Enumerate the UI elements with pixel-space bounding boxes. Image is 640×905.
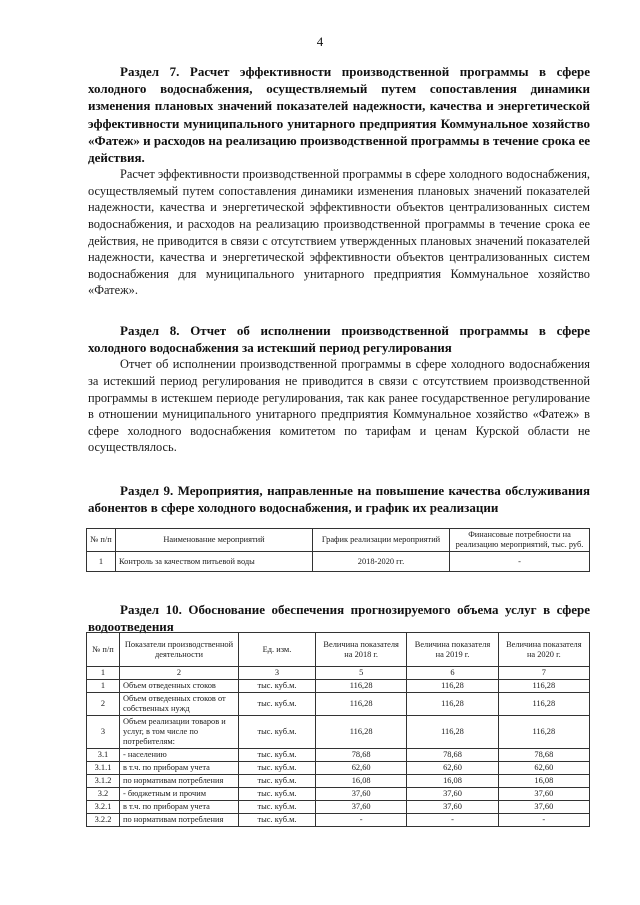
table-cell: 3.2.2 <box>87 814 120 827</box>
table-cell: 3.2.1 <box>87 801 120 814</box>
table-cell: 62,60 <box>407 762 498 775</box>
table-cell: по нормативам потребления <box>120 814 239 827</box>
table-cell: 3 <box>87 716 120 749</box>
table-cell: 116,28 <box>316 680 407 693</box>
table-cell: в т.ч. по приборам учета <box>120 801 239 814</box>
table-row <box>87 680 590 693</box>
table-cell: Объем реализации товаров и услуг, в том числе по потребителям: <box>120 716 239 749</box>
table-cell: 2 <box>87 693 120 716</box>
table-cell: 16,08 <box>498 775 589 788</box>
table-cell: тыс. куб.м. <box>239 814 316 827</box>
table-cell: - <box>450 552 590 572</box>
section-7-text: Расчет эффективности производственной программы в сфере холодного водоснабжения, осуществляемый путем сопоставления динамики изменения плановых значений показателей надежности, качества и энергетической эффективности объектов централизованных систем водоснабжения, и расходов на реализацию производственной программы в течение срока ее действия, не приводится в связи с отсутствием утвержденных плановых значений показателей надежности, качества и энергетической эффективности объектов централизованных систем водоснабжения для муниципального унитарного предприятия Коммунальное хозяйство «Фатеж». <box>88 167 590 298</box>
table-header-cell: Величина показателя на 2019 г. <box>407 633 498 667</box>
table-cell: 116,28 <box>316 693 407 716</box>
table-cell: 37,60 <box>498 788 589 801</box>
table-row <box>87 788 590 801</box>
table-cell: 62,60 <box>316 762 407 775</box>
table-cell: тыс. куб.м. <box>239 788 316 801</box>
table-cell: 116,28 <box>498 693 589 716</box>
table-header-cell: Ед. изм. <box>239 633 316 667</box>
table-row <box>87 749 590 762</box>
table-cell: 116,28 <box>407 693 498 716</box>
page-number: 4 <box>316 34 324 49</box>
table-cell: Объем отведенных стоков <box>120 680 239 693</box>
table-cell: 78,68 <box>498 749 589 762</box>
section-7 <box>88 63 590 299</box>
table-header-cell: № п/п <box>87 529 116 552</box>
table-cell: 116,28 <box>498 680 589 693</box>
table-cell: 78,68 <box>407 749 498 762</box>
table-cell: 116,28 <box>407 716 498 749</box>
section-10-table <box>86 632 590 827</box>
section-10 <box>88 601 590 635</box>
table-cell: - бюджетным и прочим <box>120 788 239 801</box>
section-9-heading: Раздел 9. Мероприятия, направленные на повышение качества обслуживания абонентов в сфере холодного водоснабжения, и график их реализации <box>88 483 590 516</box>
table-cell: 16,08 <box>407 775 498 788</box>
table-cell: в т.ч. по приборам учета <box>120 762 239 775</box>
table-row <box>87 814 590 827</box>
table-header-cell: Наименование мероприятий <box>116 529 313 552</box>
table-cell: - населению <box>120 749 239 762</box>
table-cell: 5 <box>316 667 407 680</box>
table-cell: - <box>316 814 407 827</box>
table-header-cell: Финансовые потребности на реализацию мероприятий, тыс. руб. <box>450 529 590 552</box>
table-numbering-row <box>87 667 590 680</box>
section-7-heading: Раздел 7. Расчет эффективности производственной программы в сфере холодного водоснабжения, осуществляемый путем сопоставления динамики изменения плановых значений показателей надежности, качества и энергетической эффективности муниципального унитарного предприятия Коммунальное хозяйство «Фатеж» и расходов на реализацию производственной программы в течение срока ее действия. <box>88 64 590 166</box>
table-cell: 16,08 <box>316 775 407 788</box>
table-cell: 3.1 <box>87 749 120 762</box>
table-cell: 62,60 <box>498 762 589 775</box>
table-cell: 37,60 <box>316 788 407 801</box>
table-cell: 116,28 <box>316 716 407 749</box>
table-cell: тыс. куб.м. <box>239 693 316 716</box>
table-cell: 7 <box>498 667 589 680</box>
table-header-row <box>87 633 590 667</box>
table-row <box>87 762 590 775</box>
section-9 <box>88 482 590 516</box>
table-header-cell: Величина показателя на 2020 г. <box>498 633 589 667</box>
table-row <box>87 801 590 814</box>
table-cell: 2 <box>120 667 239 680</box>
table-header-row <box>87 529 590 552</box>
table-cell: 78,68 <box>316 749 407 762</box>
table-row <box>87 552 590 572</box>
section-8 <box>88 322 590 456</box>
table-row <box>87 693 590 716</box>
table-cell: 37,60 <box>407 801 498 814</box>
section-8-text: Отчет об исполнении производственной программы в сфере холодного водоснабжения за истекший период регулирования не приводится в связи с отсутствием производственной программы в истекшем периоде регулирования, так как ранее государственное регулирование в отношении муниципального унитарного предприятия Коммунальное хозяйство «Фатеж» в сфере холодного водоснабжения комитетом по тарифам и ценам Курской области не осуществлялось. <box>88 357 590 455</box>
table-header-cell: Показатели производственной деятельности <box>120 633 239 667</box>
table-cell: Контроль за качеством питьевой воды <box>116 552 313 572</box>
table-cell: - <box>407 814 498 827</box>
table-cell: по нормативам потребления <box>120 775 239 788</box>
section-8-heading: Раздел 8. Отчет об исполнении производственной программы в сфере холодного водоснабжения за истекший период регулирования <box>88 323 590 356</box>
section-9-table <box>86 528 590 572</box>
table-cell: тыс. куб.м. <box>239 762 316 775</box>
table-cell: тыс. куб.м. <box>239 680 316 693</box>
table-header-cell: Величина показателя на 2018 г. <box>316 633 407 667</box>
table-cell: 3.1.2 <box>87 775 120 788</box>
table-cell: 6 <box>407 667 498 680</box>
table-cell: тыс. куб.м. <box>239 775 316 788</box>
table-cell: 116,28 <box>498 716 589 749</box>
table-cell: 37,60 <box>316 801 407 814</box>
table-header-cell: График реализации мероприятий <box>313 529 450 552</box>
table-row <box>87 716 590 749</box>
table-cell: 37,60 <box>407 788 498 801</box>
table-cell: - <box>498 814 589 827</box>
table-cell: тыс. куб.м. <box>239 749 316 762</box>
table-row <box>87 775 590 788</box>
table-cell: Объем отведенных стоков от собственных нужд <box>120 693 239 716</box>
table-cell: 1 <box>87 680 120 693</box>
table-cell: тыс. куб.м. <box>239 716 316 749</box>
table-cell: 1 <box>87 552 116 572</box>
table-header-cell: № п/п <box>87 633 120 667</box>
table-cell: 116,28 <box>407 680 498 693</box>
table-cell: 3 <box>239 667 316 680</box>
table-cell: 3.1.1 <box>87 762 120 775</box>
section-10-heading: Раздел 10. Обоснование обеспечения прогнозируемого объема услуг в сфере водоотведения <box>88 602 590 635</box>
table-cell: 2018-2020 гг. <box>313 552 450 572</box>
table-cell: 3.2 <box>87 788 120 801</box>
table-cell: 37,60 <box>498 801 589 814</box>
table-cell: 1 <box>87 667 120 680</box>
table-cell: тыс. куб.м. <box>239 801 316 814</box>
